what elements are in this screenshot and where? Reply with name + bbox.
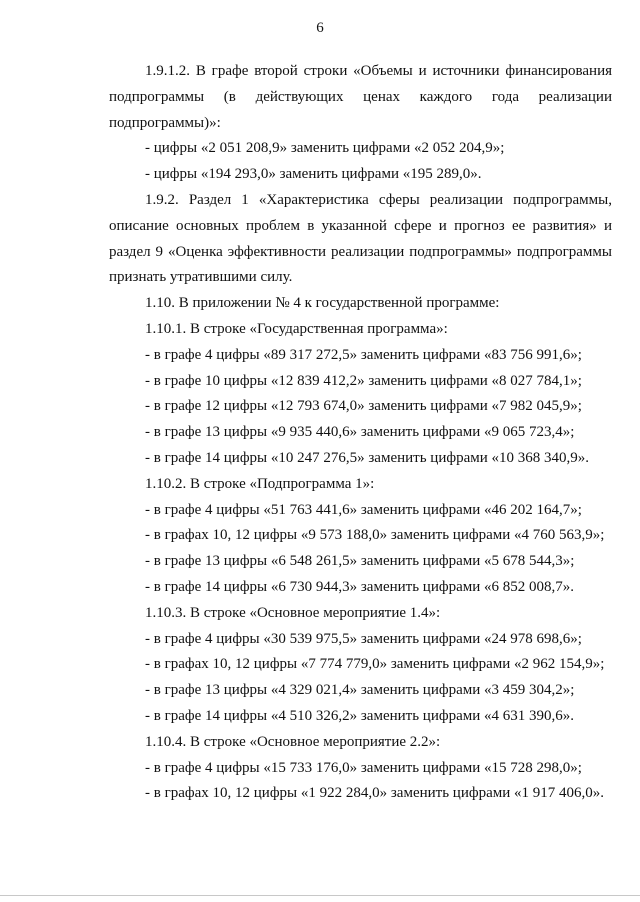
list-item: - в графе 10 цифры «12 839 412,2» заменить цифрами «8 027 784,1»; [145,372,582,389]
paragraph-1-10-1: 1.10.1. В строке «Государственная программа»: [145,320,448,337]
page-bottom-divider [0,895,640,896]
paragraph-1-10: 1.10. В приложении № 4 к государственной программе: [145,295,500,312]
list-item: - в графе 4 цифры «89 317 272,5» заменить цифрами «83 756 991,6»; [145,346,582,363]
list-item: - в графе 4 цифры «15 733 176,0» заменить цифрами «15 728 298,0»; [145,759,582,776]
list-item: - цифры «194 293,0» заменить цифрами «195 289,0». [145,166,482,183]
list-item: - цифры «2 051 208,9» заменить цифрами «2 052 204,9»; [145,140,505,157]
list-item: - в графе 13 цифры «4 329 021,4» заменить цифрами «3 459 304,2»; [145,682,575,699]
list-item: - в графе 14 цифры «10 247 276,5» заменить цифрами «10 368 340,9». [145,449,590,466]
list-item: - в графе 4 цифры «51 763 441,6» заменить цифрами «46 202 164,7»; [145,501,582,518]
page-number: 6 [316,20,324,36]
paragraph-1-9-2: 1.9.2. Раздел 1 «Характеристика сферы реализации подпрограммы, описание основных проблем в указанной сфере и прогноз ее развития» и раздел 9 «Оценка эффективности реализации подпрограммы» подпрограммы признать утратившими силу. [109,191,612,286]
list-item: - в графе 14 цифры «4 510 326,2» заменить цифрами «4 631 390,6». [145,707,575,724]
list-item: - в графах 10, 12 цифры «9 573 188,0» заменить цифрами «4 760 563,9»; [145,527,605,544]
list-item: - в графе 12 цифры «12 793 674,0» заменить цифрами «7 982 045,9»; [145,398,582,415]
list-item: - в графах 10, 12 цифры «7 774 779,0» заменить цифрами «2 962 154,9»; [145,656,605,673]
list-item: - в графе 14 цифры «6 730 944,3» заменить цифрами «6 852 008,7». [145,578,575,595]
paragraph-1-10-3: 1.10.3. В строке «Основное мероприятие 1.4»: [145,604,441,621]
paragraph-1-9-1-2: 1.9.1.2. В графе второй строки «Объемы и источники финансирования подпрограммы (в действующих ценах каждого года реализации подпрограммы)»: [109,63,612,131]
paragraph-1-10-2: 1.10.2. В строке «Подпрограмма 1»: [145,475,375,492]
document-body [109,59,612,807]
list-item: - в графе 13 цифры «6 548 261,5» заменить цифрами «5 678 544,3»; [145,553,575,570]
list-item: - в графе 4 цифры «30 539 975,5» заменить цифрами «24 978 698,6»; [145,630,582,647]
paragraph-1-10-4: 1.10.4. В строке «Основное мероприятие 2.2»: [145,733,441,750]
list-item: - в графе 13 цифры «9 935 440,6» заменить цифрами «9 065 723,4»; [145,424,575,441]
list-item: - в графах 10, 12 цифры «1 922 284,0» заменить цифрами «1 917 406,0». [145,785,605,802]
